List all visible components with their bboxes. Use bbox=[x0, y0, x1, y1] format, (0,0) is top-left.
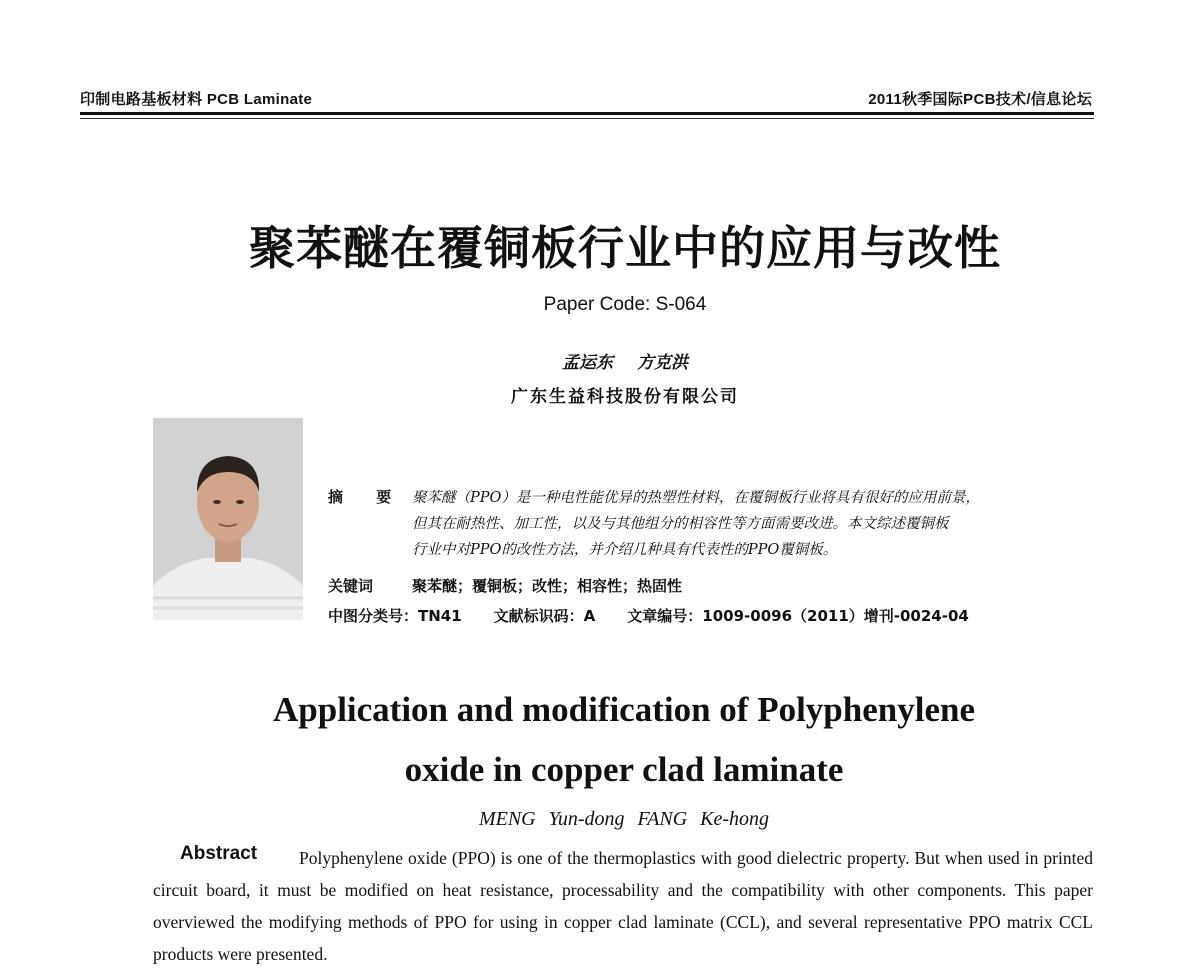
abstract-en-body bbox=[153, 842, 1093, 970]
abstract-cn-line: 但其在耐热性、加工性，以及与其他组分的相容性等方面需要改进。本文综述覆铜板 bbox=[412, 516, 949, 532]
title-english-line2: oxide in copper clad laminate bbox=[404, 750, 844, 789]
classification-line bbox=[328, 605, 969, 626]
author-photo bbox=[153, 418, 303, 620]
keywords-cn-value: 聚苯醚；覆铜板；改性；相容性；热固性 bbox=[412, 577, 683, 595]
abstract-en-label: Abstract bbox=[180, 843, 258, 864]
affiliation-chinese: 广东生益科技股份有限公司 bbox=[511, 387, 739, 407]
article-number: 文章编号：1009-0096（2011）增刊-0024-04 bbox=[627, 607, 969, 625]
abstract-en-text: Polyphenylene oxide (PPO) is one of the thermoplastics with good dielectric property. But when used in printed circuit board, it must be modified on heat resistance, processability and the compatibility with other components. This paper overviewed the modifying methods of PPO for using in copper clad laminate (CCL), and several representative PPO matrix CCL products were presented. bbox=[153, 848, 1093, 964]
abstract-cn-label: 摘 要 bbox=[328, 488, 406, 506]
authors-chinese: 孟运东 方克洪 bbox=[562, 353, 688, 373]
abstract-cn-body bbox=[412, 485, 1092, 563]
abstract-cn-line: 聚苯醚（PPO）是一种电性能优异的热塑性材料，在覆铜板行业将具有很好的应用前景， bbox=[412, 490, 980, 506]
document-code: 文献标识码：A bbox=[493, 607, 596, 625]
header-rule-thin bbox=[80, 118, 1094, 119]
running-header-left: 印制电路基板材料 PCB Laminate bbox=[80, 91, 313, 108]
title-chinese: 聚苯醚在覆铜板行业中的应用与改性 bbox=[249, 221, 1001, 275]
clc-number: 中图分类号：TN41 bbox=[328, 607, 462, 625]
photo-eye-left bbox=[213, 500, 221, 504]
running-header-right: 2011秋季国际PCB技术/信息论坛 bbox=[868, 91, 1092, 108]
keywords-cn-label: 关键词 bbox=[328, 577, 374, 595]
abstract-cn-line: 行业中对PPO的改性方法，并介绍几种具有代表性的PPO覆铜板。 bbox=[412, 542, 838, 558]
title-english-line1: Application and modification of Polyphenylene bbox=[272, 690, 976, 729]
authors-english: MENG Yun-dong FANG Ke-hong bbox=[478, 808, 770, 830]
header-rule-thick bbox=[80, 112, 1094, 115]
photo-eye-right bbox=[236, 500, 244, 504]
paper-code: Paper Code: S-064 bbox=[543, 294, 707, 315]
